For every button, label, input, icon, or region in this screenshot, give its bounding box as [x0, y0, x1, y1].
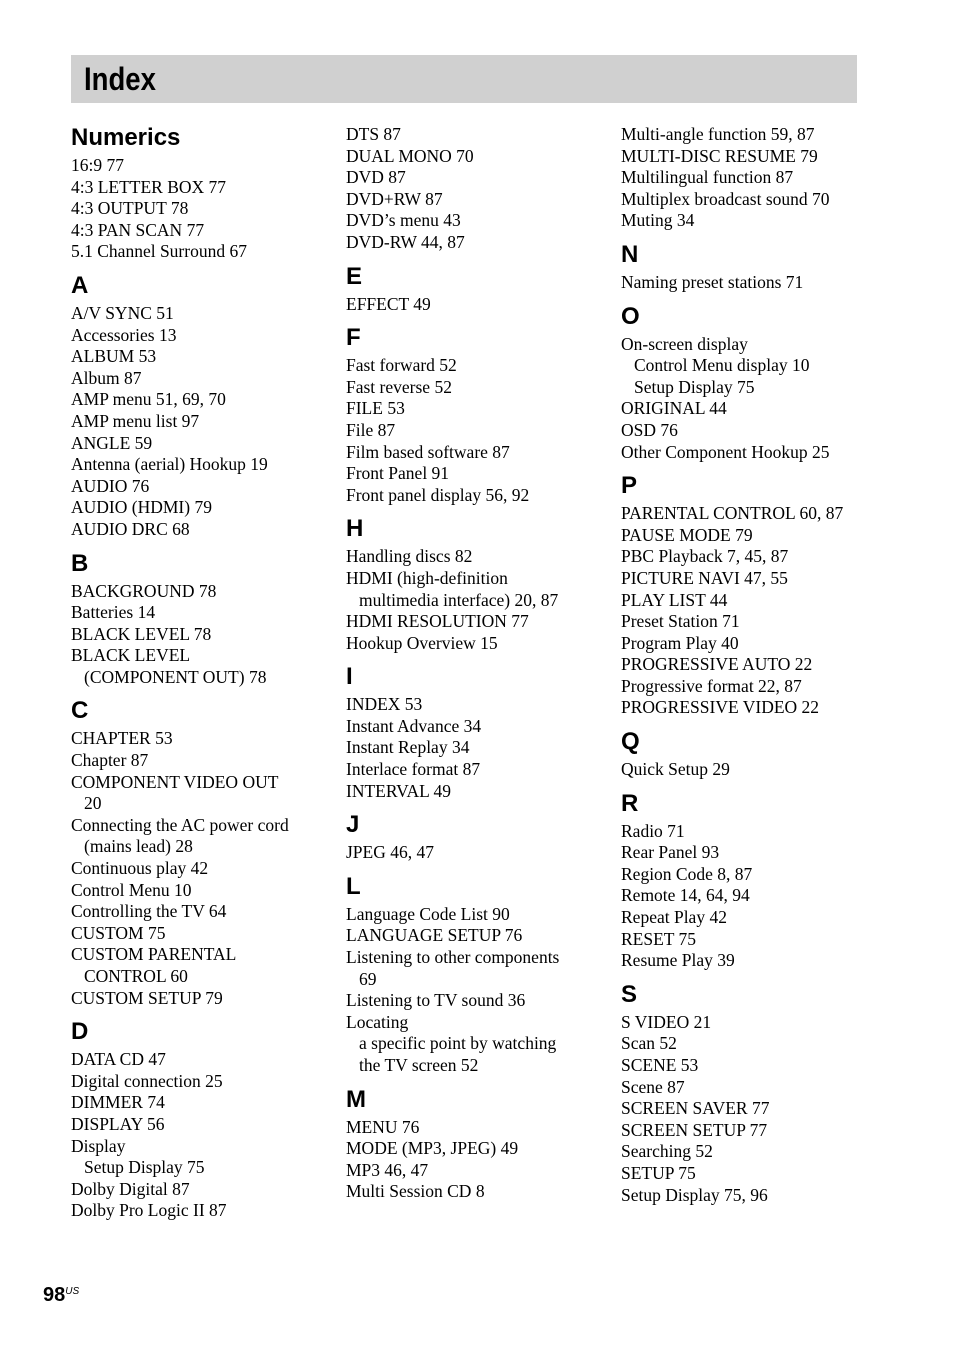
- index-entry: PARENTAL CONTROL 60, 87: [621, 503, 844, 524]
- index-entry: DVD+RW 87: [346, 188, 443, 209]
- index-entry-continuation: multimedia interface) 20, 87: [359, 589, 559, 610]
- index-entry: INTERVAL 49: [346, 780, 452, 801]
- section-heading: B: [71, 549, 89, 577]
- index-section: [346, 260, 606, 316]
- index-section: [621, 300, 881, 464]
- index-entry-continuation: Setup Display 75: [84, 1157, 205, 1178]
- index-entry: Connecting the AC power cord: [71, 814, 289, 835]
- index-entry: Digital connection 25: [71, 1070, 223, 1091]
- index-entry: Muting 34: [621, 210, 695, 231]
- index-entry-continuation: Setup Display 75: [634, 376, 755, 397]
- index-entry: MP3 46, 47: [346, 1159, 429, 1180]
- index-entry: SCENE 53: [621, 1055, 699, 1075]
- index-entry-continuation: the TV screen 52: [359, 1055, 479, 1075]
- index-entry: LANGUAGE SETUP 76: [346, 925, 523, 946]
- index-entry: PLAY LIST 44: [621, 589, 728, 610]
- section-heading: O: [621, 302, 640, 330]
- section-heading: P: [621, 472, 638, 500]
- index-entry: Front Panel 91: [346, 463, 450, 484]
- index-entry: Film based software 87: [346, 441, 510, 462]
- index-entry: Quick Setup 29: [621, 759, 730, 780]
- index-entry: HDMI (high-definition: [346, 567, 508, 588]
- index-entry: 4:3 OUTPUT 78: [71, 198, 189, 219]
- index-entry: Continuous play 42: [71, 858, 209, 879]
- index-entry-continuation: 69: [359, 968, 377, 989]
- index-entry: Scene 87: [621, 1076, 685, 1097]
- index-entry: Interlace format 87: [346, 759, 481, 780]
- index-entry-continuation: 20: [84, 793, 102, 814]
- section-heading: C: [71, 697, 89, 725]
- index-entry: MENU 76: [346, 1116, 420, 1137]
- index-section: [346, 1083, 606, 1203]
- index-section: [346, 870, 606, 1077]
- index-section: [621, 725, 881, 781]
- index-entry: BLACK LEVEL 78: [71, 623, 212, 644]
- index-entry: Accessories 13: [71, 324, 177, 345]
- index-entry: BACKGROUND 78: [71, 580, 217, 601]
- index-entry: SCREEN SAVER 77: [621, 1098, 770, 1119]
- index-entry: PROGRESSIVE AUTO 22: [621, 654, 813, 675]
- index-column-3: [621, 124, 881, 1210]
- index-section: [621, 978, 881, 1206]
- index-entry: Front panel display 56, 92: [346, 484, 530, 505]
- index-section: [621, 787, 881, 972]
- index-entry: Hookup Overview 15: [346, 632, 498, 653]
- index-entry-continuation: a specific point by watching: [359, 1033, 557, 1054]
- index-entry: Listening to other components: [346, 947, 560, 968]
- index-entry: Listening to TV sound 36: [346, 990, 526, 1011]
- index-entry: AMP menu list 97: [71, 410, 200, 431]
- index-entry: 4:3 LETTER BOX 77: [71, 176, 227, 197]
- index-entry: INDEX 53: [346, 694, 423, 715]
- page-number-value: 98: [43, 1284, 66, 1306]
- index-entry: AUDIO (HDMI) 79: [71, 497, 212, 518]
- index-section: [621, 238, 881, 294]
- index-entry: DTS 87: [346, 124, 401, 144]
- index-entry: A/V SYNC 51: [71, 302, 174, 323]
- index-entry-continuation: (COMPONENT OUT) 78: [84, 666, 267, 687]
- index-entry: ORIGINAL 44: [621, 398, 727, 419]
- index-entry: SCREEN SETUP 77: [621, 1119, 768, 1140]
- index-entry: DUAL MONO 70: [346, 145, 474, 166]
- index-entry: MULTI-DISC RESUME 79: [621, 145, 818, 166]
- section-heading: Numerics: [71, 124, 181, 151]
- index-entry: COMPONENT VIDEO OUT: [71, 771, 279, 792]
- index-entry: OSD 76: [621, 419, 678, 440]
- index-entry: AMP menu 51, 69, 70: [71, 389, 226, 410]
- page-number: [43, 1284, 79, 1307]
- index-entry: EFFECT 49: [346, 293, 431, 314]
- index-section: [71, 694, 331, 1009]
- index-entry: DVD-RW 44, 87: [346, 231, 465, 252]
- index-entry: JPEG 46, 47: [346, 842, 434, 863]
- section-heading: A: [71, 271, 89, 299]
- index-entry: Rear Panel 93: [621, 842, 720, 863]
- index-entry: ANGLE 59: [71, 432, 153, 453]
- section-heading: E: [346, 262, 363, 290]
- section-heading: L: [346, 872, 361, 900]
- index-entry: CUSTOM SETUP 79: [71, 987, 223, 1008]
- index-entry: ALBUM 53: [71, 346, 157, 367]
- index-entry: PBC Playback 7, 45, 87: [621, 546, 789, 567]
- index-section: [71, 1015, 331, 1222]
- title-bar: [71, 55, 857, 103]
- section-heading: Q: [621, 728, 640, 756]
- index-entry: Display: [71, 1135, 126, 1156]
- index-entry-continuation: Control Menu display 10: [634, 355, 810, 376]
- index-entry: Searching 52: [621, 1141, 713, 1162]
- index-entry: CUSTOM 75: [71, 922, 166, 943]
- index-entry: BLACK LEVEL: [71, 645, 191, 666]
- index-entry: AUDIO 76: [71, 475, 150, 496]
- index-entry: DIMMER 74: [71, 1092, 165, 1113]
- index-entry: File 87: [346, 419, 396, 440]
- index-entry: Radio 71: [621, 820, 685, 841]
- index-entry: PROGRESSIVE VIDEO 22: [621, 697, 820, 718]
- index-entry: Controlling the TV 64: [71, 901, 227, 922]
- index-entry: 16:9 77: [71, 155, 124, 175]
- index-entry: PICTURE NAVI 47, 55: [621, 567, 788, 588]
- index-entry-continuation: CONTROL 60: [84, 966, 188, 986]
- section-heading: N: [621, 240, 639, 268]
- index-entry: Program Play 40: [621, 632, 739, 653]
- section-heading: F: [346, 324, 361, 352]
- index-column-1: [71, 121, 331, 1226]
- index-entry-continuation: (mains lead) 28: [84, 836, 193, 857]
- index-section: [71, 121, 331, 263]
- index-entry: PAUSE MODE 79: [621, 524, 753, 545]
- index-entry: DATA CD 47: [71, 1049, 166, 1070]
- index-entry: Fast reverse 52: [346, 376, 452, 397]
- index-entry: Album 87: [71, 367, 142, 388]
- index-entry: Batteries 14: [71, 602, 156, 623]
- index-entry: MODE (MP3, JPEG) 49: [346, 1138, 519, 1159]
- index-entry: Repeat Play 42: [621, 907, 727, 928]
- index-entry: Instant Advance 34: [346, 715, 482, 736]
- index-entry: Fast forward 52: [346, 355, 457, 376]
- page-title: Index: [84, 61, 156, 97]
- index-entry: HDMI RESOLUTION 77: [346, 611, 529, 632]
- index-entry: Handling discs 82: [346, 546, 473, 567]
- index-section: [71, 269, 331, 541]
- index-entry: Other Component Hookup 25: [621, 441, 830, 462]
- section-heading: R: [621, 789, 639, 817]
- index-entry: DISPLAY 56: [71, 1113, 165, 1134]
- index-entry: CHAPTER 53: [71, 728, 173, 749]
- index-entry: 4:3 PAN SCAN 77: [71, 219, 205, 240]
- section-heading: S: [621, 980, 638, 1008]
- index-entry: Language Code List 90: [346, 903, 510, 924]
- index-entry: 5.1 Channel Surround 67: [71, 241, 247, 262]
- index-section: [71, 547, 331, 689]
- index-entry: S VIDEO 21: [621, 1011, 712, 1032]
- index-entry: FILE 53: [346, 398, 405, 419]
- index-entry: Setup Display 75, 96: [621, 1184, 768, 1205]
- index-entry: Naming preset stations 71: [621, 271, 804, 292]
- index-column-2: [346, 124, 606, 1207]
- index-entry: Instant Replay 34: [346, 737, 470, 758]
- index-entry: Multi Session CD 8: [346, 1181, 485, 1202]
- index-entry: Antenna (aerial) Hookup 19: [71, 454, 268, 475]
- index-entry: AUDIO DRC 68: [71, 518, 190, 539]
- index-entry: Multiplex broadcast sound 70: [621, 188, 830, 209]
- page-number-suffix: US: [65, 1286, 80, 1297]
- section-heading: M: [346, 1085, 366, 1113]
- index-entry: CUSTOM PARENTAL: [71, 944, 237, 965]
- index-entry: Resume Play 39: [621, 950, 735, 971]
- index-entry: Chapter 87: [71, 750, 149, 771]
- index-entry: Dolby Digital 87: [71, 1178, 190, 1199]
- section-heading: J: [346, 811, 360, 839]
- index-section: [346, 512, 606, 654]
- index-section: [346, 124, 606, 254]
- index-entry: Preset Station 71: [621, 611, 740, 632]
- index-entry: On-screen display: [621, 333, 748, 354]
- index-entry: Region Code 8, 87: [621, 863, 753, 884]
- index-entry: Multi-angle function 59, 87: [621, 124, 815, 144]
- index-entry: Control Menu 10: [71, 879, 192, 900]
- index-section: [346, 808, 606, 864]
- index-entry: Multilingual function 87: [621, 167, 794, 188]
- index-entry: SETUP 75: [621, 1162, 696, 1183]
- index-entry: DVD 87: [346, 167, 406, 188]
- section-heading: H: [346, 515, 364, 543]
- index-entry: Dolby Pro Logic II 87: [71, 1200, 227, 1221]
- index-section: [346, 321, 606, 506]
- index-entry: Locating: [346, 1011, 409, 1032]
- section-heading: I: [346, 663, 353, 691]
- index-section: [621, 124, 881, 232]
- index-entry: Progressive format 22, 87: [621, 675, 802, 696]
- index-section: [621, 469, 881, 719]
- index-entry: Remote 14, 64, 94: [621, 885, 750, 906]
- section-heading: D: [71, 1018, 89, 1046]
- index-entry: Scan 52: [621, 1033, 677, 1054]
- index-entry: DVD’s menu 43: [346, 210, 461, 231]
- index-entry: RESET 75: [621, 928, 697, 949]
- index-section: [346, 660, 606, 802]
